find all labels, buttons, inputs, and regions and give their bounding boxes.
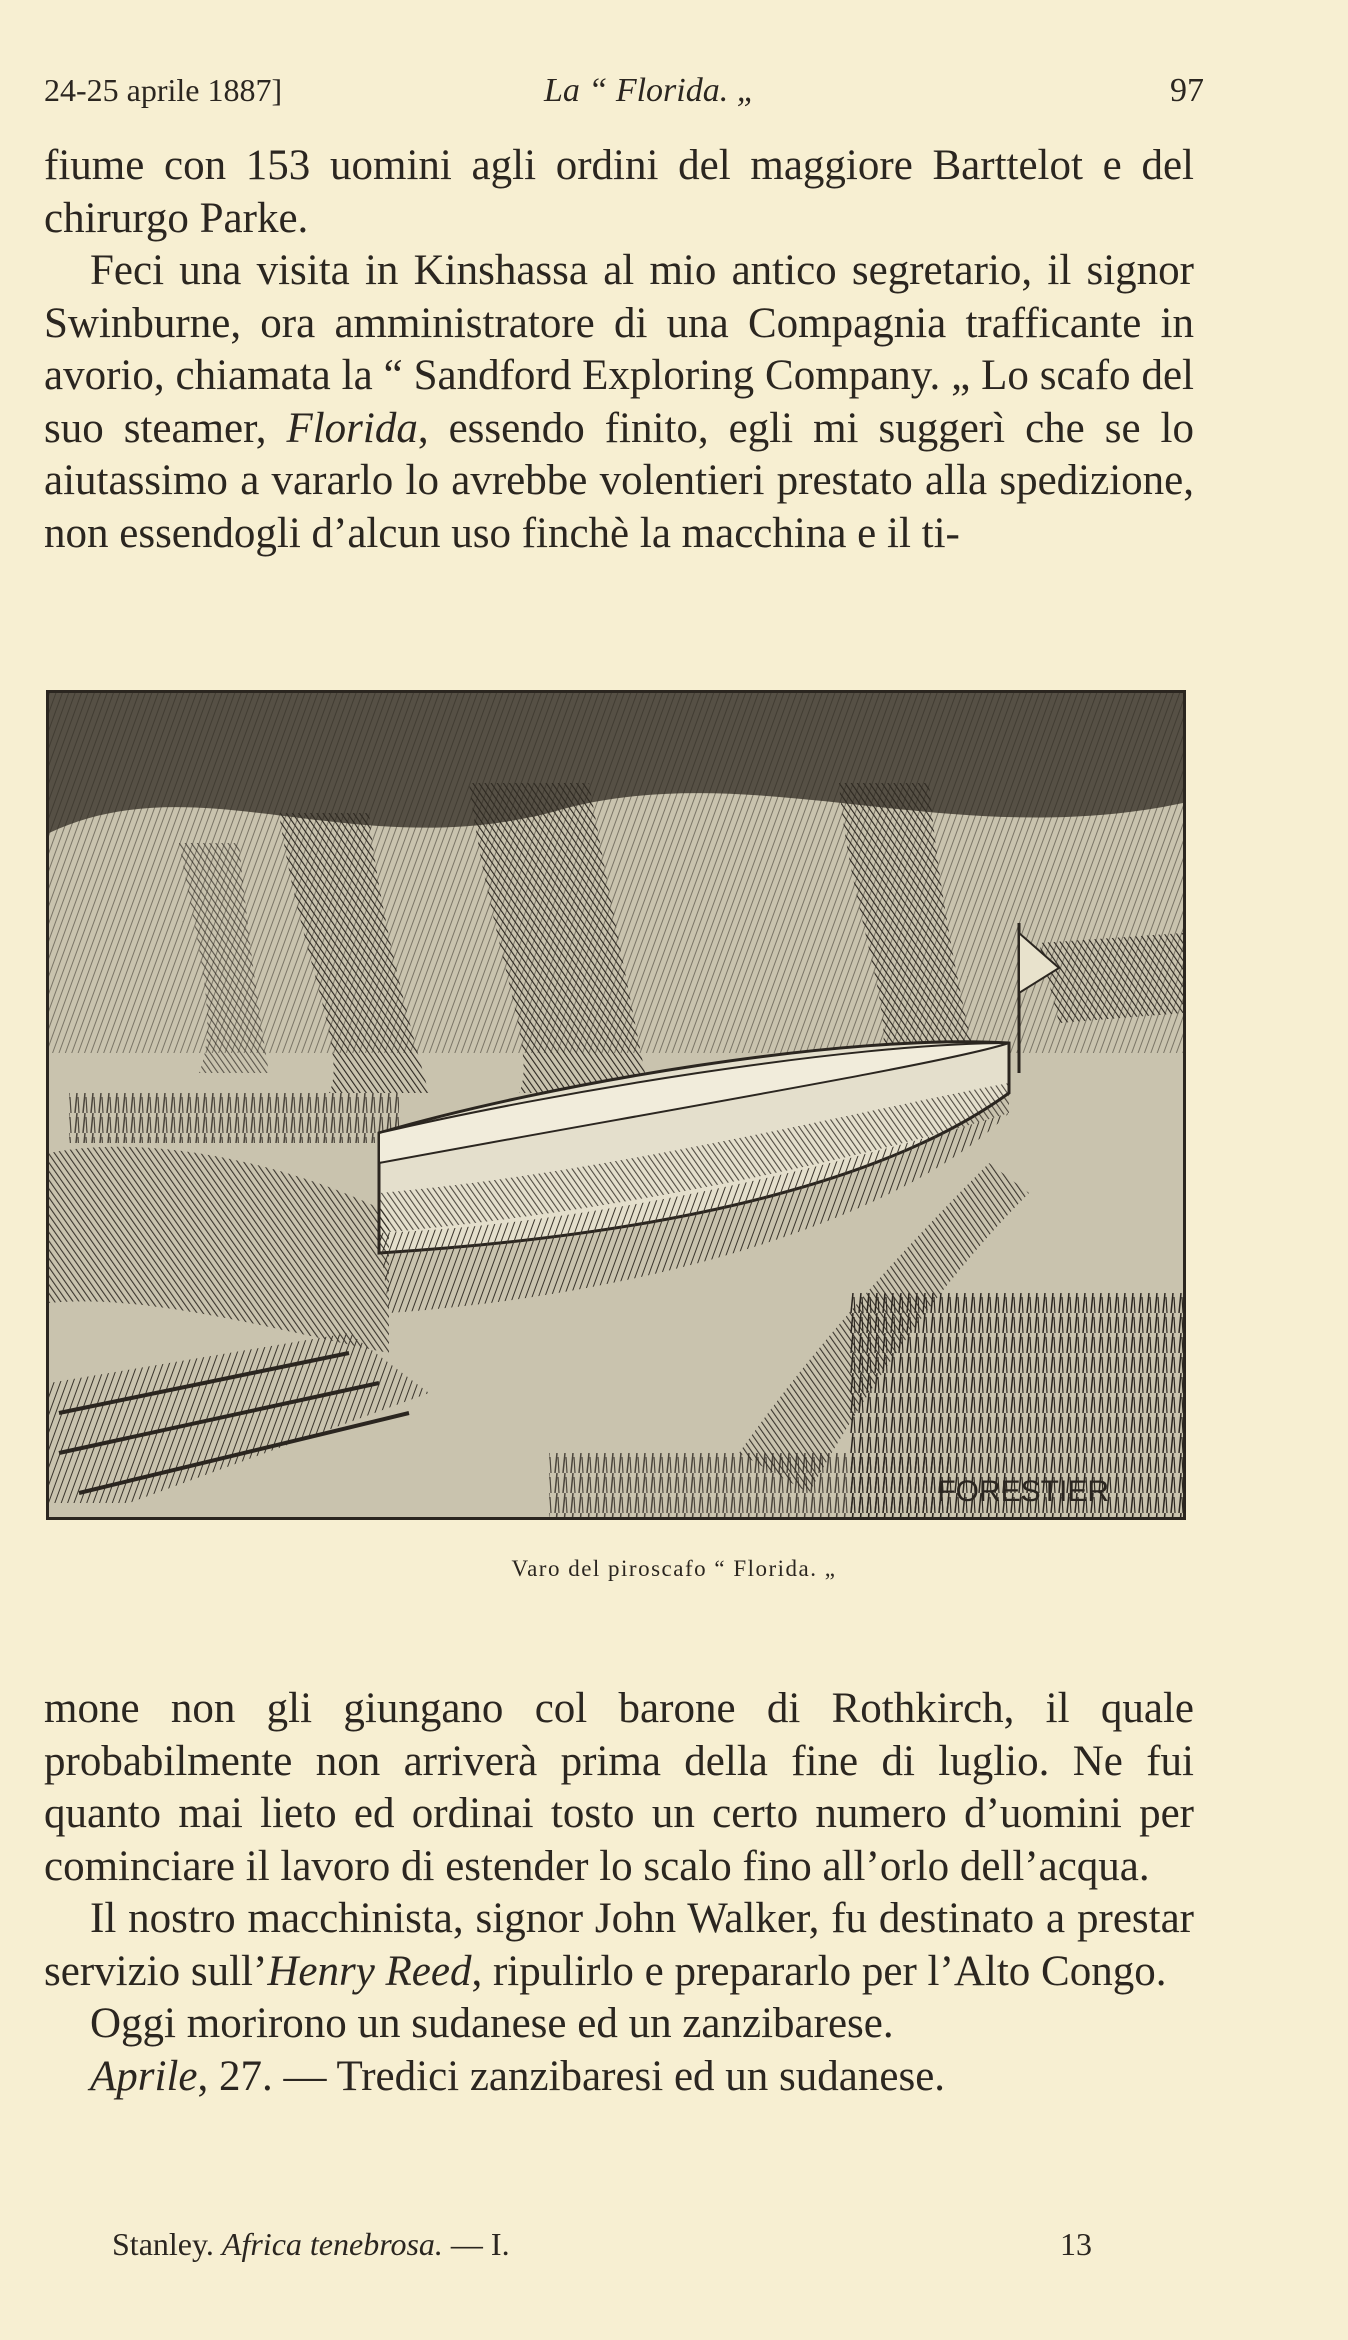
paragraph: fiume con 153 uomini agli ordini del maggiore Barttelot e del chirurgo Parke. [44, 142, 1194, 242]
footer-signature-line [112, 2226, 1092, 2270]
artist-signature: FORESTIER [937, 1475, 1109, 1508]
fence [69, 1093, 399, 1143]
running-header [44, 72, 1204, 122]
paragraph: mone non gli giungano col barone di Rothkirch, il quale probabilmente non arriverà prima della fine di luglio. Ne fui quanto mai lieto ed ordinai tosto un certo numero d’uomini per cominciare il lavoro di estender lo scalo fino all’orlo dell’acqua. [44, 1685, 1194, 1890]
footer-credit [112, 2226, 510, 2263]
page-number: 97 [1170, 72, 1204, 109]
thatched-hut [1039, 933, 1183, 1023]
header-date: 24-25 aprile 1887] [44, 72, 283, 108]
paragraph: Oggi morirono un sudanese ed un zanzibarese. [90, 2000, 894, 2047]
illustration-caption: Varo del piroscafo “ Florida. „ [511, 1556, 837, 1581]
footer-work: Africa tenebrosa. [221, 2226, 443, 2262]
engraving [49, 693, 1183, 1517]
body-text-top [44, 140, 1194, 560]
body-text-bottom [44, 1683, 1194, 2103]
diary-entry: Aprile, 27. — Tredici zanzibaresi ed un sudanese. [90, 2052, 946, 2100]
ship-name: Florida [286, 404, 418, 452]
signature-mark: 13 [1060, 2226, 1092, 2262]
paragraph: Feci una visita in Kinshassa al mio antico segretario, il signor Swinburne, ora amministratore di una Compagnia trafficante in avorio, chiamata la “ Sandford Exploring Company. „ Lo scafo del suo steamer, Florida, essendo finito, egli mi suggerì che se lo aiutassimo a vararlo lo avrebbe volentieri prestato alla spedizione, non essendogli d’alcun uso finchè la macchina e il ti- [44, 247, 1194, 557]
footer-author: Stanley. [112, 2226, 214, 2262]
illustration-steamer-launch [46, 690, 1186, 1520]
header-title: La “ Florida. „ [544, 72, 756, 109]
diary-month: Aprile [90, 2052, 198, 2100]
footer-volume: — I. [450, 2226, 510, 2262]
paragraph: Il nostro macchinista, signor John Walker, fu destinato a prestar servizio sull’Henry Reed, ripulirlo e prepararlo per l’Alto Congo. [44, 1895, 1194, 1995]
ship-name: Henry Reed [267, 1947, 472, 1995]
